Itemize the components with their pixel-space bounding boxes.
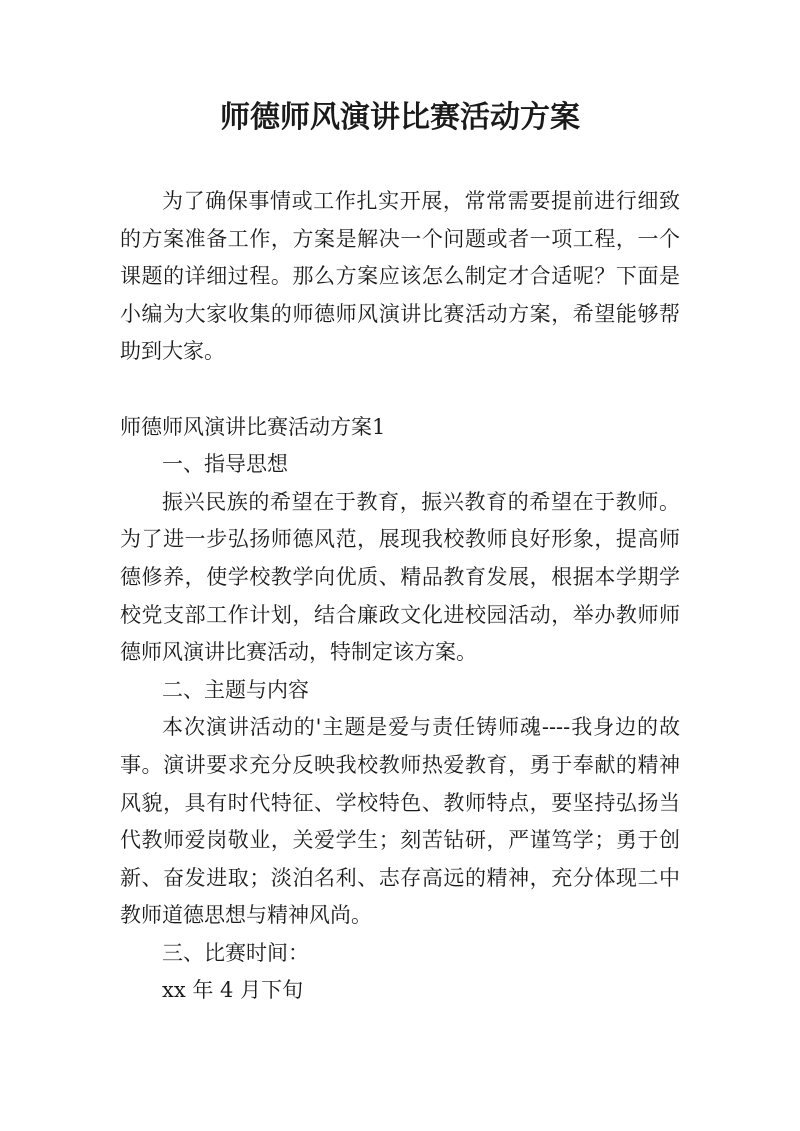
section-title: 师德师风演讲比赛活动方案1: [120, 414, 386, 439]
paragraph-gap: [120, 371, 680, 409]
heading-theme-content: 二、主题与内容: [162, 677, 309, 702]
heading-guiding-thought: 一、指导思想: [162, 452, 288, 477]
document-title: 师德师风演讲比赛活动方案: [220, 100, 580, 135]
document-body: [120, 183, 680, 1010]
intro-paragraph: 为了确保事情或工作扎实开展，常常需要提前进行细致的方案准备工作，方案是解决一个问题或者一项工程，一个课题的详细过程。那么方案应该怎么制定才合适呢？下面是小编为大家收集的师德师风演讲比赛活动方案，希望能够帮助到大家。: [120, 189, 680, 364]
paragraph-guiding-thought: 振兴民族的希望在于教育，振兴教育的希望在于教师。为了进一步弘扬师德风范，展现我校教师良好形象，提高师德修养，使学校教学向优质、精品教育发展，根据本学期学校党支部工作计划，结合廉政文化进校园活动，举办教师师德师风演讲比赛活动，特制定该方案。: [120, 489, 680, 665]
heading-competition-time: 三、比赛时间：: [162, 940, 309, 965]
paragraph-theme-content: 本次演讲活动的'主题是爱与责任铸师魂----我身边的故事。演讲要求充分反映我校教师热爱教育，勇于奉献的精神风貌，具有时代特征、学校特色、教师特点，要坚持弘扬当代教师爱岗敬业，关爱学生；刻苦钻研，严谨笃学；勇于创新、奋发进取；淡泊名利、志存高远的精神，充分体现二中教师道德思想与精神风尚。: [120, 715, 680, 928]
paragraph-competition-time: xx 年 4 月下旬: [162, 978, 304, 1003]
